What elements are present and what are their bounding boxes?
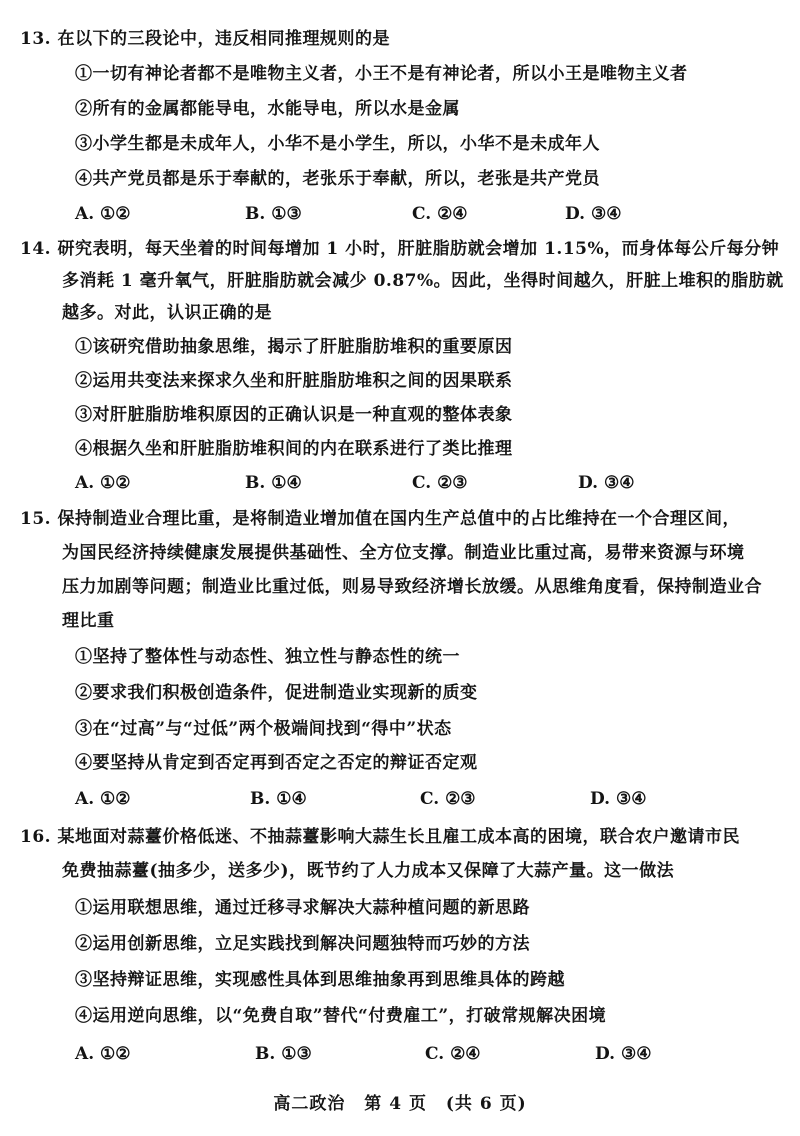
question-13-stem: 13. 在以下的三段论中，违反相同推理规则的是	[20, 29, 390, 49]
question-14-item-4: ④根据久坐和肝脏脂肪堆积间的内在联系进行了类比推理	[75, 439, 513, 459]
footer-page-number: 第 4 页	[364, 1094, 427, 1114]
page-footer	[0, 1089, 800, 1114]
footer-subject: 高二政治	[273, 1094, 346, 1114]
question-14-item-3: ③对肝脏脂肪堆积原因的正确认识是一种直观的整体表象	[75, 405, 513, 425]
question-13-option-b: B. ①③	[245, 204, 302, 224]
question-16-option-d: D. ③④	[595, 1044, 652, 1064]
question-16-stem-line-1: 16. 某地面对蒜薹价格低迷、不抽蒜薹影响大蒜生长且雇工成本高的困境，联合农户邀请市民	[20, 827, 740, 847]
question-14-item-1: ①该研究借助抽象思维，揭示了肝脏脂肪堆积的重要原因	[75, 337, 513, 357]
question-13-item-4: ④共产党员都是乐于奉献的，老张乐于奉献，所以，老张是共产党员	[75, 169, 600, 189]
question-15-stem-line-2: 为国民经济持续健康发展提供基础性、全方位支撑。制造业比重过高，易带来资源与环境	[62, 543, 745, 563]
question-13-option-d: D. ③④	[565, 204, 622, 224]
question-16-option-c: C. ②④	[425, 1044, 481, 1064]
question-15-option-d: D. ③④	[590, 789, 647, 809]
question-15-item-1: ①坚持了整体性与动态性、独立性与静态性的统一	[75, 647, 460, 667]
question-16-item-3: ③坚持辩证思维，实现感性具体到思维抽象再到思维具体的跨越	[75, 970, 565, 990]
question-13-option-a: A. ①②	[75, 204, 131, 224]
question-16-item-1: ①运用联想思维，通过迁移寻求解决大蒜种植问题的新思路	[75, 898, 530, 918]
question-15-stem-line-3: 压力加剧等问题；制造业比重过低，则易导致经济增长放缓。从思维角度看，保持制造业合	[62, 577, 762, 597]
question-15-stem-line-4: 理比重	[62, 611, 115, 631]
question-14-stem-line-2: 多消耗 1 毫升氧气，肝脏脂肪就会减少 0.87%。因此，坐得时间越久，肝脏上堆积的脂肪就	[62, 271, 784, 291]
question-15-option-c: C. ②③	[420, 789, 476, 809]
question-14-option-d: D. ③④	[578, 473, 635, 493]
question-15-item-4: ④要坚持从肯定到否定再到否定之否定的辩证否定观	[75, 753, 478, 773]
question-14-option-c: C. ②③	[412, 473, 468, 493]
question-16-option-b: B. ①③	[255, 1044, 312, 1064]
question-13-item-1: ①一切有神论者都不是唯物主义者，小王不是有神论者，所以小王是唯物主义者	[75, 64, 688, 84]
question-16-item-2: ②运用创新思维，立足实践找到解决问题独特而巧妙的方法	[75, 934, 530, 954]
question-16-stem-line-2: 免费抽蒜薹(抽多少，送多少)，既节约了人力成本又保障了大蒜产量。这一做法	[62, 861, 675, 881]
question-15-option-a: A. ①②	[75, 789, 131, 809]
question-14-option-a: A. ①②	[75, 473, 131, 493]
question-15-item-3: ③在“过高”与“过低”两个极端间找到“得中”状态	[75, 719, 452, 739]
question-14-item-2: ②运用共变法来探求久坐和肝脏脂肪堆积之间的因果联系	[75, 371, 513, 391]
footer-total-pages: (共 6 页)	[445, 1094, 527, 1114]
question-16-option-a: A. ①②	[75, 1044, 131, 1064]
question-15-stem-line-1: 15. 保持制造业合理比重，是将制造业增加值在国内生产总值中的占比维持在一个合理区间，	[20, 509, 740, 529]
question-13-option-c: C. ②④	[412, 204, 468, 224]
question-14-option-b: B. ①④	[245, 473, 302, 493]
question-15-item-2: ②要求我们积极创造条件，促进制造业实现新的质变	[75, 683, 478, 703]
question-13-item-3: ③小学生都是未成年人，小华不是小学生，所以，小华不是未成年人	[75, 134, 600, 154]
question-14-stem-line-1: 14. 研究表明，每天坐着的时间每增加 1 小时，肝脏脂肪就会增加 1.15%，而身体每公斤每分钟	[20, 239, 780, 259]
question-14-stem-line-3: 越多。对此，认识正确的是	[62, 303, 272, 323]
question-13-item-2: ②所有的金属都能导电，水能导电，所以水是金属	[75, 99, 460, 119]
question-16-item-4: ④运用逆向思维，以“免费自取”替代“付费雇工”，打破常规解决困境	[75, 1006, 607, 1026]
question-15-option-b: B. ①④	[250, 789, 307, 809]
